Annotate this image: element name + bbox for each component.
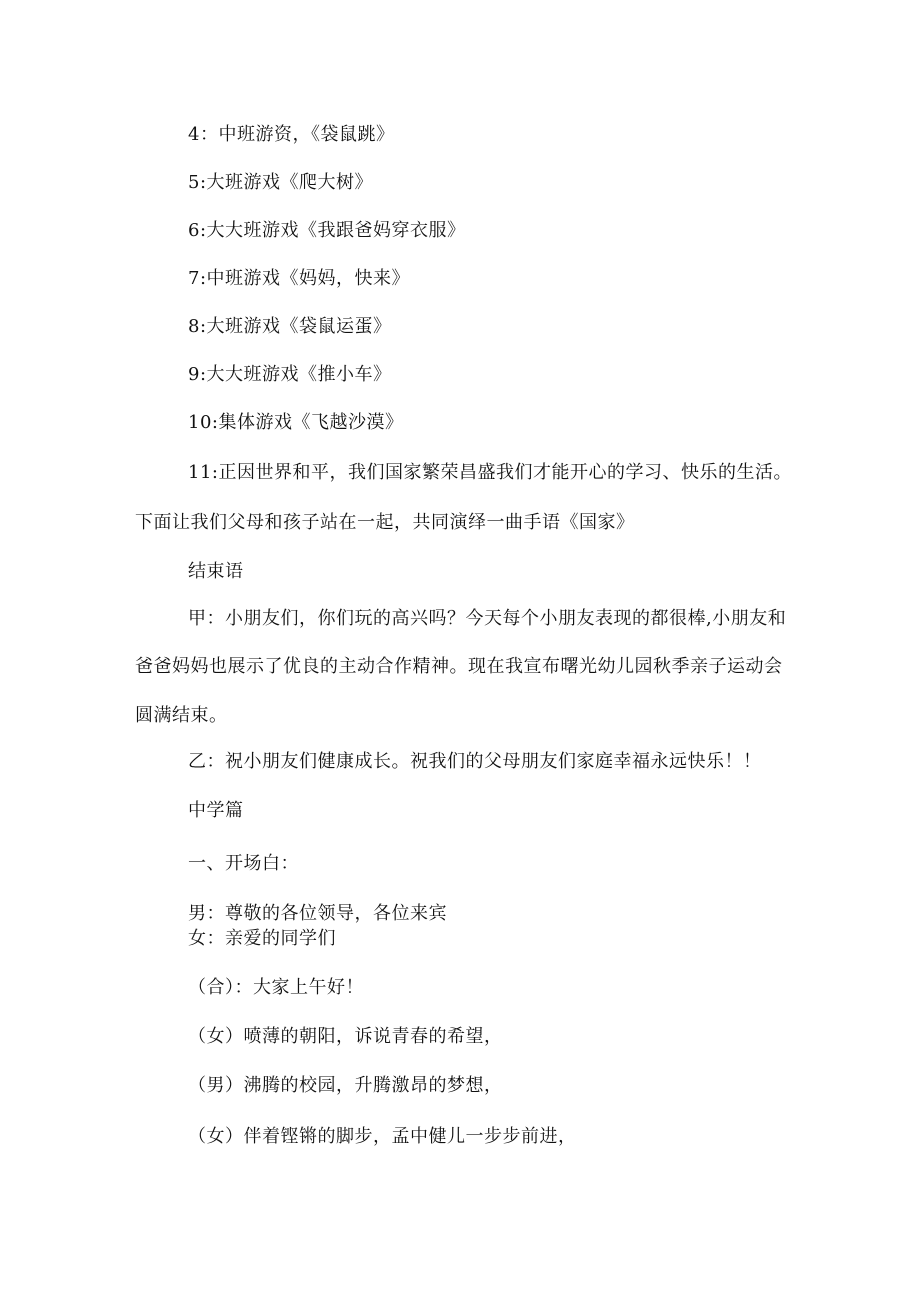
game-item-8: 8:大班游戏《袋鼠运蛋》 <box>188 316 392 337</box>
section-heading-middle-school: 中学篇 <box>188 800 244 821</box>
female-line-1: （女）喷薄的朝阳，诉说青春的希望， <box>188 1026 503 1047</box>
game-item-9: 9:大大班游戏《推小车》 <box>188 364 392 385</box>
game-item-11-line-2: 下面让我们父母和孩子站在一起，共同演绎一曲手语《国家》 <box>135 512 635 533</box>
opening-heading: 一、开场白： <box>188 853 299 874</box>
opening-female-line: 女：亲爱的同学们 <box>188 928 336 949</box>
closing-speech-a-line-3: 圆满结束。 <box>135 705 228 726</box>
male-line-1: （男）沸腾的校园，升腾激昂的梦想， <box>188 1075 503 1096</box>
closing-speech-a-line-2: 爸爸妈妈也展示了优良的主动合作精神。现在我宣布曙光幼儿园秋季亲子运动会 <box>135 656 783 677</box>
closing-speech-b: 乙：祝小朋友们健康成长。祝我们的父母朋友们家庭幸福永远快乐！！ <box>188 751 762 772</box>
game-item-5: 5:大班游戏《爬大树》 <box>188 172 374 193</box>
female-line-2: （女）伴着铿锵的脚步，孟中健儿一步步前进， <box>188 1126 577 1147</box>
opening-male-line: 男：尊敬的各位领导，各位来宾 <box>188 903 447 924</box>
game-item-11-line-1: 11:正因世界和平，我们国家繁荣昌盛我们才能开心的学习、快乐的生活。 <box>188 462 792 483</box>
game-item-7: 7:中班游戏《妈妈，快来》 <box>188 268 411 289</box>
game-item-4: 4：中班游资，《袋鼠跳》 <box>188 124 395 145</box>
game-item-6: 6:大大班游戏《我跟爸妈穿衣服》 <box>188 220 466 241</box>
opening-together-line: （合）：大家上午好！ <box>188 977 364 998</box>
closing-heading: 结束语 <box>188 561 244 582</box>
closing-speech-a-line-1: 甲：小朋友们，你们玩的高兴吗？今天每个小朋友表现的都很棒,小朋友和 <box>188 608 787 629</box>
game-item-10: 10:集体游戏《飞越沙漠》 <box>188 412 404 433</box>
